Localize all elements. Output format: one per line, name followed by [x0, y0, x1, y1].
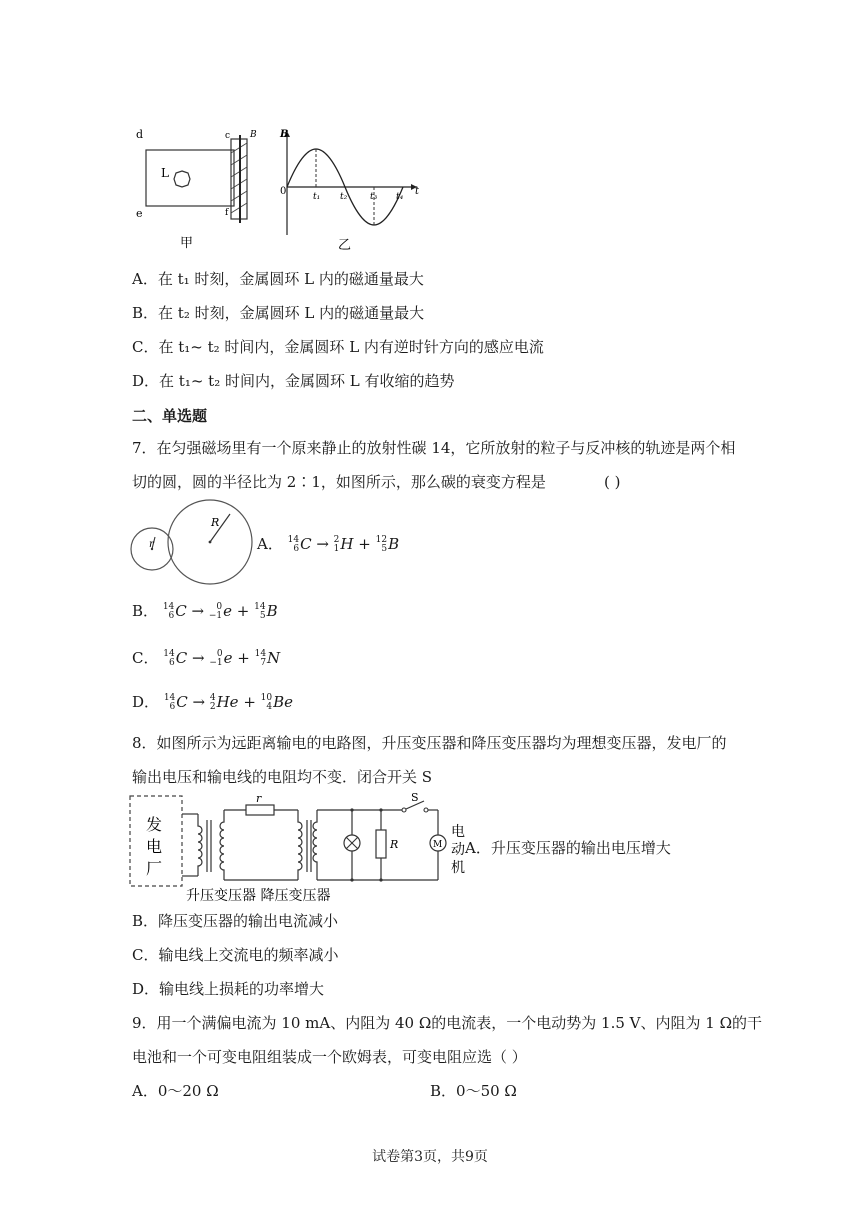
q7-arrow: → — [311, 535, 334, 553]
q7-parent-atomic-number: 6 — [168, 611, 175, 621]
q6-label-yi: 乙 — [338, 238, 352, 253]
q7-figure — [128, 496, 258, 588]
q7-product2-atomic-number: 7 — [260, 658, 267, 668]
q7-parent-numbers — [163, 650, 174, 668]
q7-parent-numbers — [164, 694, 175, 712]
q8-stem-line2: 输出电压和输电线的电阻均不变．闭合开关 S — [132, 768, 433, 786]
q7-product1-nuclide — [334, 535, 354, 553]
q7-product2-nuclide — [261, 693, 293, 711]
q7-product1-numbers — [209, 650, 222, 668]
q7-product1-nuclide — [209, 649, 232, 667]
q8-plant-char-2: 电 — [146, 837, 163, 856]
q8-label-R: R — [390, 838, 399, 851]
q7-option-letter: D． — [132, 693, 160, 711]
q8-stepup-primary — [198, 814, 202, 876]
q8-option-d: D．输电线上损耗的功率增大 — [132, 980, 325, 998]
q7-product1-mass-number: 2 — [333, 535, 340, 545]
q6-option-c: C．在 t₁~ t₂ 时间内，金属圆环 L 内有逆时针方向的感应电流 — [132, 338, 544, 356]
q8-motor-char-3: 机 — [451, 860, 465, 876]
q7-option-letter: C． — [132, 649, 159, 667]
q6-label-c: c — [225, 131, 231, 141]
q6-t2: t₂ — [340, 192, 348, 202]
q7-product1-numbers — [334, 536, 340, 554]
q8-option-b: B．降压变压器的输出电流减小 — [132, 912, 339, 930]
q7-product2-nuclide — [376, 535, 399, 553]
q7-option-b — [132, 601, 278, 621]
q6-label-jia: 甲 — [180, 236, 194, 251]
q7-parent-atomic-number: 6 — [293, 544, 300, 554]
q7-product2-atomic-number: 4 — [266, 702, 273, 712]
q7-stem-line2: 切的圆，圆的半径比为 2∶1，如图所示，那么碳的衰变方程是 — [132, 473, 546, 491]
q8-motor-char-2: 动 — [451, 842, 465, 858]
page-footer: 试卷第3页，共9页 — [372, 1149, 488, 1165]
q7-plus: + — [238, 693, 261, 711]
q7-product2-symbol: N — [267, 649, 281, 667]
q8-label-r: r — [256, 792, 262, 805]
q7-parent-nuclide — [163, 602, 187, 620]
q7-plus: + — [353, 535, 376, 553]
q7-parent-symbol: C — [175, 602, 187, 620]
q7-product1-mass-number: 0 — [216, 649, 223, 659]
q7-parent-symbol: C — [176, 693, 188, 711]
q7-product1-mass-number: 4 — [209, 693, 216, 703]
q7-plus: + — [232, 649, 255, 667]
q7-product2-mass-number: 14 — [254, 649, 267, 659]
q6-t4: t₄ — [396, 192, 404, 202]
q8-option-a: A．升压变压器的输出电压增大 — [465, 839, 671, 857]
q6-option-b: B．在 t₂ 时刻，金属圆环 L 内的磁通量最大 — [132, 304, 425, 322]
q7-product2-mass-number: 10 — [260, 693, 273, 703]
q7-parent-atomic-number: 6 — [169, 702, 176, 712]
q9-stem-line2: 电池和一个可变电阻组装成一个欧姆表，可变电阻应选（ ） — [132, 1048, 527, 1066]
q7-option-letter: A． — [257, 535, 283, 553]
q7-label-R: R — [211, 516, 220, 529]
q6-ring-L — [174, 171, 190, 187]
q8-stepdown-primary — [298, 810, 302, 880]
q7-parent-mass-number: 14 — [287, 535, 300, 545]
q8-label-M: M — [433, 840, 443, 850]
q7-parent-numbers — [288, 536, 299, 554]
q7-product2-mass-number: 12 — [375, 535, 388, 545]
q6-label-L: L — [161, 166, 169, 180]
q7-parent-nuclide — [288, 535, 312, 553]
q7-arrow: → — [186, 602, 209, 620]
q7-parent-numbers — [163, 603, 174, 621]
q7-plus: + — [232, 602, 255, 620]
q8-option-c: C．输电线上交流电的频率减小 — [132, 946, 339, 964]
q7-product1-atomic-number: 2 — [209, 702, 216, 712]
q7-arrow: → — [187, 693, 210, 711]
q7-parent-mass-number: 14 — [162, 602, 175, 612]
q6-t1: t₁ — [313, 192, 321, 202]
q7-product1-numbers — [209, 603, 222, 621]
q7-product2-atomic-number: 5 — [381, 544, 388, 554]
q7-option-letter: B． — [132, 602, 159, 620]
q7-answer-bracket: ( ) — [604, 473, 621, 491]
q6-label-e: e — [136, 207, 143, 220]
q7-product1-atomic-number: −1 — [208, 611, 223, 621]
q8-stepup-secondary — [220, 810, 224, 880]
q8-label-S: S — [411, 792, 419, 804]
q6-label-d: d — [136, 128, 144, 141]
q7-option-a — [257, 534, 399, 554]
q7-product1-symbol: He — [216, 693, 239, 711]
q6-option-a: A．在 t₁ 时刻，金属圆环 L 内的磁通量最大 — [132, 270, 424, 288]
q8-stem-line1: 8．如图所示为远距离输电的电路图，升压变压器和降压变压器均为理想变压器，发电厂的 — [132, 734, 727, 752]
q8-resistor-R — [376, 830, 386, 858]
q7-product1-symbol: e — [223, 649, 233, 667]
q6-axis-t: t — [415, 186, 420, 197]
q8-switch-S — [402, 808, 406, 812]
q7-product2-symbol: Be — [273, 693, 294, 711]
q7-product2-symbol: B — [388, 535, 400, 553]
q7-parent-symbol: C — [300, 535, 312, 553]
q6-axis-B: B — [280, 129, 289, 140]
q8-line-resistor-r — [246, 805, 274, 815]
q6-label-B-small: B — [250, 130, 257, 140]
q7-parent-mass-number: 14 — [163, 693, 176, 703]
q7-product2-nuclide — [254, 602, 277, 620]
q6-origin: 0 — [280, 186, 287, 197]
q6-t3: t₃ — [370, 192, 378, 202]
q6-figure — [130, 125, 430, 255]
q7-product2-numbers — [254, 603, 265, 621]
q7-parent-nuclide — [164, 693, 188, 711]
q7-product2-nuclide — [255, 649, 281, 667]
q7-product1-atomic-number: −1 — [209, 658, 223, 668]
q7-product2-symbol: B — [266, 602, 278, 620]
q7-product2-atomic-number: 5 — [259, 611, 266, 621]
q8-plant-char-3: 厂 — [146, 859, 163, 878]
q7-product1-nuclide — [209, 602, 232, 620]
q8-circuit-figure — [128, 792, 468, 904]
q7-parent-nuclide — [163, 649, 187, 667]
q7-product1-atomic-number: 1 — [333, 544, 340, 554]
q7-product1-nuclide — [210, 693, 239, 711]
q8-transformer-caption: 升压变压器 降压变压器 — [186, 888, 331, 904]
q8-motor-char-1: 电 — [451, 824, 465, 840]
section-title: 二、单选题 — [132, 407, 208, 425]
q7-product2-numbers — [255, 650, 266, 668]
q7-product1-symbol: H — [340, 535, 354, 553]
q7-product2-numbers — [376, 536, 387, 554]
q8-plant-char-1: 发 — [146, 815, 163, 834]
q7-option-d — [132, 692, 293, 712]
q7-label-r: r — [149, 539, 154, 550]
q7-parent-symbol: C — [175, 649, 188, 667]
q7-option-c — [132, 648, 280, 668]
q7-parent-atomic-number: 6 — [168, 658, 175, 668]
q7-parent-mass-number: 14 — [163, 649, 175, 659]
q7-product1-mass-number: 0 — [216, 602, 223, 612]
q9-option-b: B．0～50 Ω — [430, 1082, 517, 1100]
q7-arrow: → — [187, 649, 210, 667]
q7-product1-numbers — [210, 694, 216, 712]
q9-stem-line1: 9．用一个满偏电流为 10 mA、内阻为 40 Ω的电流表，一个电动势为 1.5 V、内阻为 1 Ω的干 — [132, 1014, 763, 1032]
q6-option-d: D．在 t₁~ t₂ 时间内，金属圆环 L 有收缩的趋势 — [132, 372, 455, 390]
q7-product2-mass-number: 14 — [254, 602, 266, 612]
q7-product2-numbers — [261, 694, 272, 712]
q8-stepdown-secondary — [313, 810, 317, 880]
q6-label-f: f — [225, 208, 229, 218]
q7-product1-symbol: e — [223, 602, 233, 620]
q7-stem-line1: 7．在匀强磁场里有一个原来静止的放射性碳 14，它所放射的粒子与反冲核的轨迹是两个相 — [132, 439, 736, 457]
q9-option-a: A．0～20 Ω — [132, 1082, 219, 1100]
